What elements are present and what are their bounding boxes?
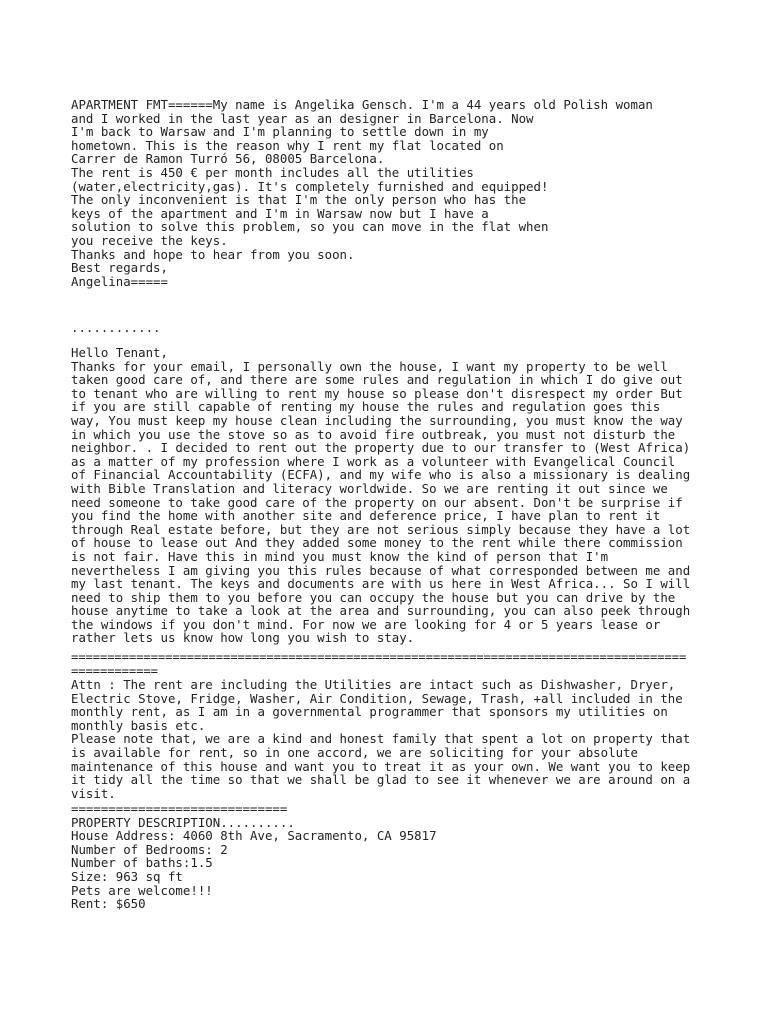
landlord-letter: Hello Tenant, Thanks for your email, I personally own the house, I want my property to be well taken good care of, and there are some rules and regulation in which I do give out to tenant who are willing to rent my house so please don't disrespect my order But if you are still capable of renting my house the rules and regulation goes this way, You must keep my house clean including the surrounding, you must know the way in which you use the stove so as to avoid fire outbreak, you must not disturb the neighbor. . I decided to rent out the property due to our transfer to (West Africa) as a matter of my profession where I work as a volunteer with Evangelical Council of Financial Accountability (ECFA), and my wife who is also a missionary is dealing with Bible Translation and literacy worldwide. So we are renting it out since we need someone to take good care of the property on our absent. Don't be surprise if you find the home with another site and deference price, I have plan to rent it through Real estate before, but they are not serious simply because they have a lot of house to lease out And they added some money to the rent while there commission is not fair. Have this in mind you must know the kind of person that I'm nevertheless I am giving you this rules because of what corresponded between me and my last tenant. The keys and documents are with us here in West Africa... So I will need to ship them to you before you can occupy the house but you can drive by the house anytime to take a look at the area and surrounding, you can also peek through the windows if you don't mind. For now we are looking for 4 or 5 years lease or rather lets us know how long you wish to stay. [71, 345, 691, 646]
dots-separator: ............ [71, 320, 161, 335]
equals-separator: ===================================================================================== ============ [71, 650, 687, 678]
property-description: ============================= PROPERTY DESCRIPTION.......... House Address: 4060 8th Ave, Sacramento, CA 95817 Number of Bedrooms: 2 Number of baths:1.5 Size: 963 sq ft Pets are welcome!!! Rent: $650 [71, 801, 437, 912]
apartment-letter: APARTMENT FMT======My name is Angelika Gensch. I'm a 44 years old Polish woman and I worked in the last year as an designer in Barcelona. Now I'm back to Warsaw and I'm planning to settle down in my hometown. This is the reason why I rent my flat located on Carrer de Ramon Turró 56, 08005 Barcelona. The rent is 450 € per month includes all the utilities (water,electricity,gas). It's completely furnished and equipped! The only inconvenient is that I'm the only person who has the keys of the apartment and I'm in Warsaw now but I have a solution to solve this problem, so you can move in the flat when you receive the keys. Thanks and hope to hear from you soon. Best regards, Angelina===== [71, 97, 653, 289]
attention-note: Attn : The rent are including the Utilities are intact such as Dishwasher, Dryer, Electric Stove, Fridge, Washer, Air Condition, Sewage, Trash, +all included in the monthly rent, as I am in a governmental programmer that sponsors my utilities on monthly basis etc. Please note that, we are a kind and honest family that spent a lot on property that is available for rent, so in one accord, we are soliciting for your absolute maintenance of this house and want you to treat it as your own. We want you to keep it tidy all the time so that we shall be glad to see it whenever we are around on a visit. [71, 677, 691, 801]
